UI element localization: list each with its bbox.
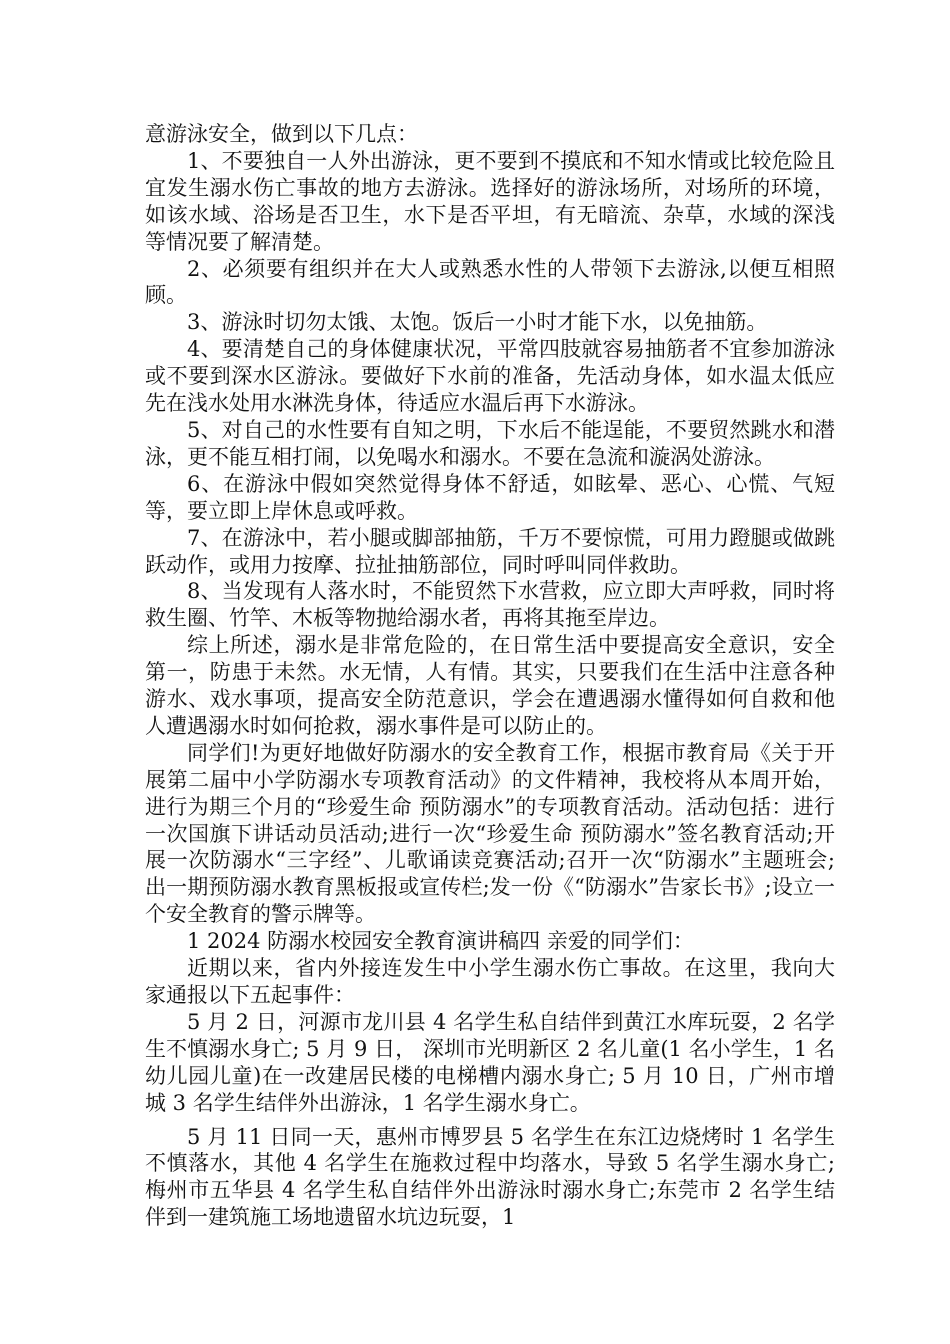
- paragraph-rule-5: 5、对自己的水性要有自知之明，下水后不能逞能，不要贸然跳水和潜泳，更不能互相打闹，以免喝水和溺水。不要在急流和漩涡处游泳。: [145, 417, 835, 469]
- paragraph-rule-3: 3、游泳时切勿太饿、太饱。饭后一小时才能下水，以免抽筋。: [187, 310, 768, 335]
- paragraph-rule-1: 1、不要独自一人外出游泳，更不要到不摸底和不知水情或比较危险且宜发生溺水伤亡事故的地方去游泳。选择好的游泳场所，对场所的环境，如该水域、浴场是否卫生，水下是否平坦，有无暗流、杂草，水域的深浅等情况要了解清楚。: [145, 148, 835, 254]
- paragraph-rule-7: 7、在游泳中，若小腿或脚部抽筋，千万不要惊慌，可用力蹬腿或做跳跃动作，或用力按摩、拉扯抽筋部位，同时呼叫同伴救助。: [145, 525, 835, 577]
- paragraph-rule-8: 8、当发现有人落水时，不能贸然下水营救，应立即大声呼救，同时将救生圈、竹竿、木板等物抛给溺水者，再将其拖至岸边。: [145, 579, 835, 631]
- paragraph-incidents-2: 5 月 11 日同一天，惠州市博罗县 5 名学生在东江边烧烤时 1 名学生不慎落水，其他 4 名学生在施救过程中均落水，导致 5 名学生溺水身亡;梅州市五华县 4 名学生私自结伴外出游泳时溺水身亡;东莞市 2 名学生结伴到一建筑施工场地遗留水坑边玩耍，1: [145, 1124, 835, 1230]
- paragraph-rule-6: 6、在游泳中假如突然觉得身体不舒适，如眩晕、恶心、心慌、气短等，要立即上岸休息或呼救。: [145, 471, 835, 523]
- paragraph-rule-2: 2、必须要有组织并在大人或熟悉水性的人带领下去游泳,以便互相照顾。: [145, 256, 835, 308]
- speech-heading: 1 2024 防溺水校园安全教育演讲稿四 亲爱的同学们：: [187, 929, 694, 954]
- document-page: [145, 121, 835, 1231]
- paragraph-summary: 综上所述，溺水是非常危险的，在日常生活中要提高安全意识，安全第一，防患于未然。水无情，人有情。其实，只要我们在生活中注意各种游水、戏水事项，提高安全防范意识，学会在遭遇溺水懂得如何自救和他人遭遇溺水时如何抢救，溺水事件是可以防止的。: [145, 633, 835, 738]
- paragraph-activity-announcement: 同学们!为更好地做好防溺水的安全教育工作，根据市教育局《关于开展第二届中小学防溺水专项教育活动》的文件精神，我校将从本周开始，进行为期三个月的“珍爱生命 预防溺水”的专项教育活动。活动包括：进行一次国旗下讲话动员活动;进行一次“珍爱生命 预防溺水”签名教育活动;开展一次防溺水“三字经”、儿歌诵读竞赛活动;召开一次“防溺水”主题班会; 出一期预防溺水教育黑板报或宣传栏;发一份《“防溺水”告家长书》;设立一个安全教育的警示牌等。: [145, 740, 835, 927]
- paragraph-intro: 近期以来，省内外接连发生中小学生溺水伤亡事故。在这里，我向大家通报以下五起事件：: [145, 956, 835, 1007]
- paragraph-rule-4: 4、要清楚自己的身体健康状况，平常四肢就容易抽筋者不宜参加游泳或不要到深水区游泳。要做好下水前的准备，先活动身体，如水温太低应先在浅水处用水淋洗身体，待适应水温后再下水游泳。: [145, 337, 835, 416]
- paragraph-incidents-1: 5 月 2 日，河源市龙川县 4 名学生私自结伴到黄江水库玩耍，2 名学生不慎溺水身亡; 5 月 9 日， 深圳市光明新区 2 名儿童(1 名小学生，1 名幼儿园儿童)在一改建居民楼的电梯槽内溺水身亡; 5 月 10 日，广州市增城 3 名学生结伴外出游泳，1 名学生溺水身亡。: [145, 1009, 835, 1115]
- paragraph-continuation: 意游泳安全，做到以下几点：: [145, 122, 418, 146]
